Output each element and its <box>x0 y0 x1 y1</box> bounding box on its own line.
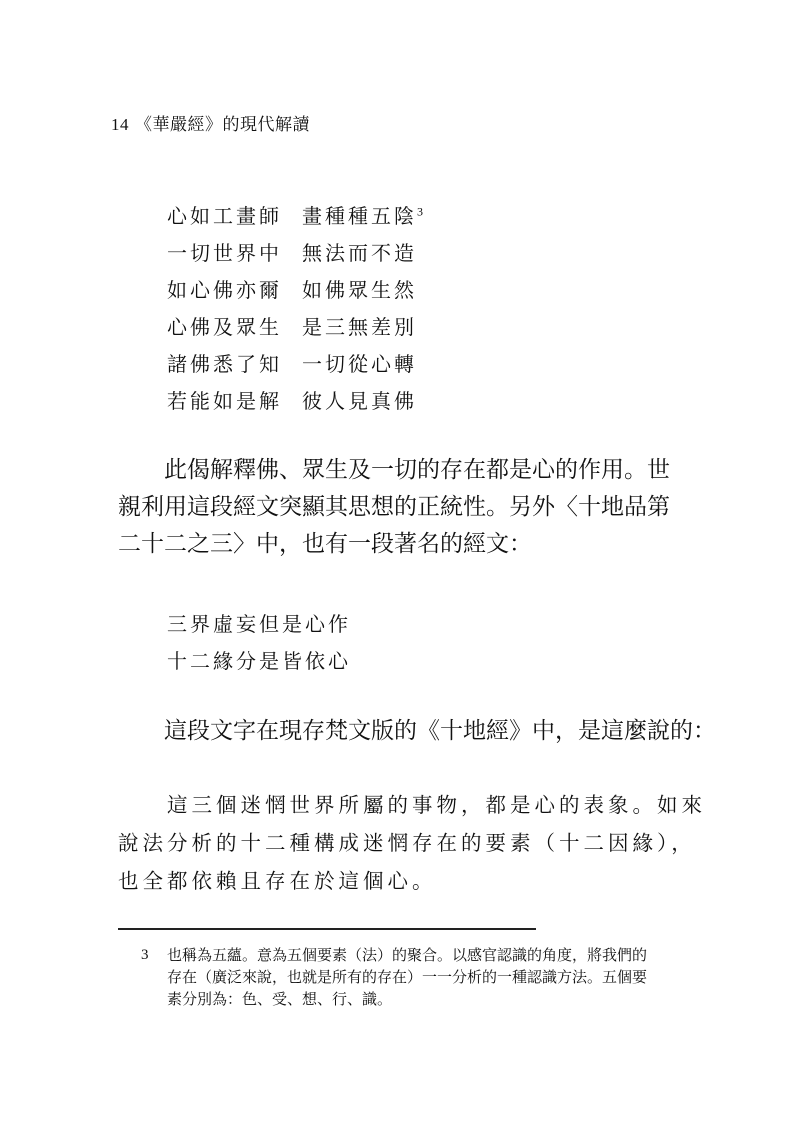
verse-second-half: 彼人見真佛 <box>302 389 417 413</box>
footnote-line: 也稱為五蘊。意為五個要素（法）的聚合。以感官認識的角度，將我們的 <box>167 946 648 964</box>
verse-second-half: 一切從心轉 <box>302 352 417 376</box>
verse-first-half: 心如工畫師 <box>167 204 282 228</box>
verse-line <box>167 237 417 266</box>
verse-first-half: 一切世界中 <box>167 241 282 265</box>
verse-line <box>167 348 417 377</box>
block-quote <box>118 786 706 900</box>
verse-line <box>167 311 417 340</box>
footnote <box>141 944 681 1010</box>
verse-second-half: 畫種種五陰$^3$ <box>302 204 423 228</box>
paragraph-line: 二十二之三〉中，也有一段著名的經文： <box>118 531 532 557</box>
footnote-text <box>167 944 681 1010</box>
running-header <box>111 110 310 135</box>
page-number: 14 <box>111 115 129 134</box>
footnote-marker: 3 <box>417 204 423 219</box>
book-title: 《華嚴經》的現代解讀 <box>135 115 310 135</box>
paragraph-line: 親利用這段經文突顯其思想的正統性。另外〈十地品第 <box>118 494 670 520</box>
verse-first-half: 若能如是解 <box>167 389 282 413</box>
body-paragraph <box>118 452 688 563</box>
footnote-line: 存在（廣泛來說，也就是所有的存在）一一分析的一種認識方法。五個要 <box>167 968 648 986</box>
verse-second-half: 無法而不造 <box>302 241 417 265</box>
verse-line: 三界虛妄但是心作 <box>167 612 351 636</box>
footnote-divider <box>118 928 536 930</box>
verse-line <box>167 200 423 229</box>
quote-line: 說法分析的十二種構成迷惘存在的要素（十二因緣）， <box>118 831 696 855</box>
verse-line <box>167 274 417 303</box>
paragraph-line: 這段文字在現存梵文版的《十地經》中，是這麼說的： <box>118 718 716 744</box>
quote-line: 也全都依賴且存在於這個心。 <box>118 869 437 893</box>
verse-line <box>167 385 417 414</box>
footnote-number: 3 <box>141 947 149 963</box>
quote-line: 這三個迷惘世界所屬的事物，都是心的表象。如來 <box>118 793 706 817</box>
verse-line: 十二緣分是皆依心 <box>167 649 351 673</box>
body-paragraph <box>118 713 716 750</box>
paragraph-line: 此偈解釋佛、眾生及一切的存在都是心的作用。世 <box>118 457 670 483</box>
footnote-line: 素分別為：色、受、想、行、識。 <box>167 990 393 1008</box>
verse-first-half: 如心佛亦爾 <box>167 278 282 302</box>
verse-first-half: 諸佛悉了知 <box>167 352 282 376</box>
verse-first-half: 心佛及眾生 <box>167 315 282 339</box>
verse-second-half: 如佛眾生然 <box>302 278 417 302</box>
verse-second-half: 是三無差別 <box>302 315 417 339</box>
